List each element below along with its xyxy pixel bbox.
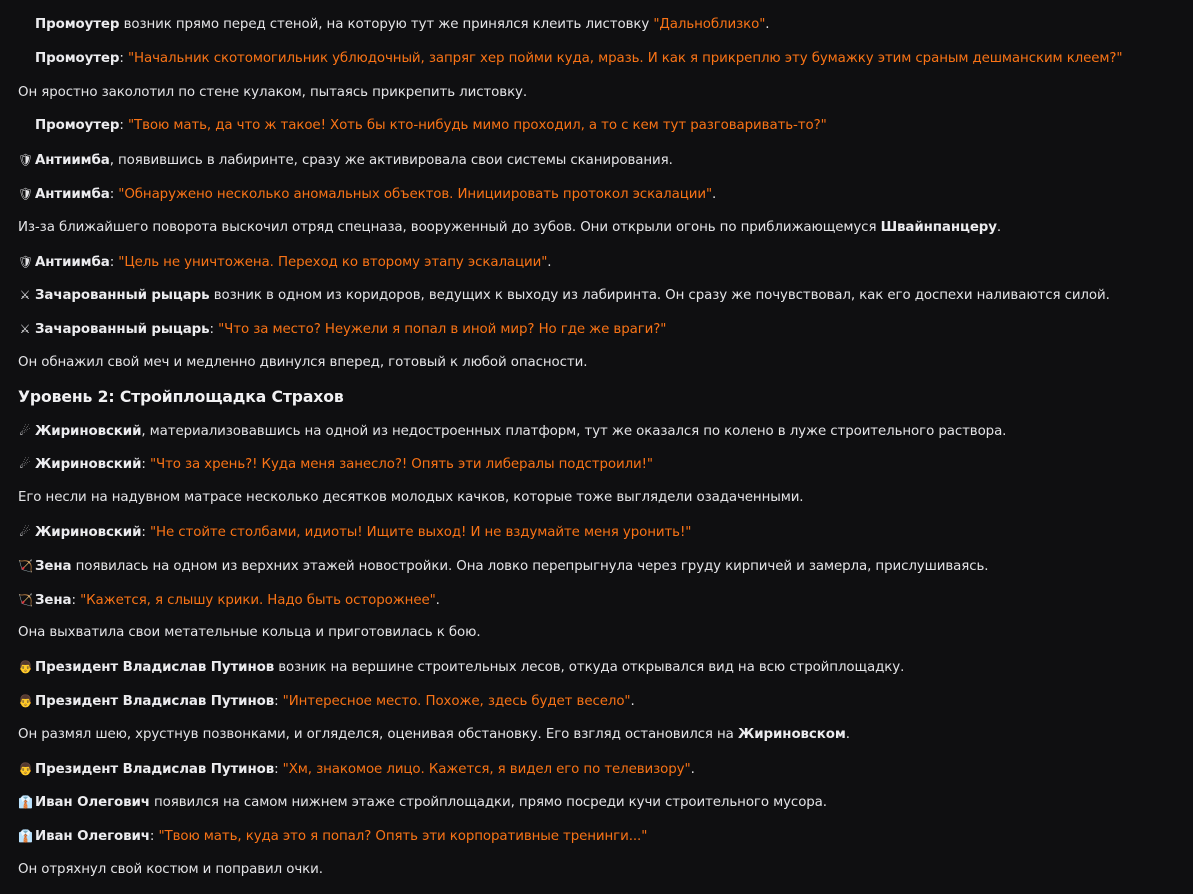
narration-line — [18, 353, 1183, 387]
speech-colon: : — [109, 186, 119, 202]
bow-and-arrow-icon: 🏹 — [18, 592, 33, 607]
character-name: Иван Олегович — [35, 829, 150, 845]
shield-icon: 🛡 — [18, 254, 34, 269]
narration-tail: . — [996, 219, 1002, 235]
suit-icon: 👔 — [18, 795, 33, 810]
shield-icon: 🛡 — [18, 153, 34, 168]
character-name: Президент Владислав Путинов — [35, 660, 275, 676]
action-line — [18, 792, 1183, 826]
narration-text: Он размял шею, хрустнув позвонками, и огляделся, оценивая обстановку. Его взгляд остановился на — [18, 726, 738, 742]
person-icon: 👨 — [18, 660, 33, 675]
action-text: , появившись в лабиринте, сразу же активировала свои системы сканирования. — [109, 153, 673, 169]
narration-text: Его несли на надувном матрасе несколько десятков молодых качков, которые тоже выглядели озадаченными. — [18, 490, 804, 506]
narration-line — [18, 725, 1183, 759]
speech-quote: "Твою мать, куда это я попал? Опять эти корпоративные тренинги..." — [158, 829, 648, 845]
narration-line — [18, 218, 1183, 252]
speech-colon: : — [274, 761, 283, 777]
line-tail: . — [690, 761, 695, 777]
action-line — [18, 15, 1183, 49]
speech-colon: : — [119, 118, 128, 134]
action-line — [18, 150, 1183, 184]
character-name: Промоутер — [35, 118, 120, 134]
suit-icon: 👔 — [18, 829, 33, 844]
character-name: Зачарованный рыцарь — [35, 288, 210, 304]
character-name: Жириновский — [35, 524, 142, 540]
character-name: Зена — [35, 558, 72, 574]
speech-quote: "Что за место? Неужели я попал в иной мир? Но где же враги?" — [218, 322, 667, 338]
speech-line — [18, 691, 1183, 725]
character-mention: Жириновском — [737, 726, 846, 742]
speech-colon: : — [274, 693, 283, 709]
shield-icon: 🛡 — [18, 186, 34, 201]
speech-quote: "Кажется, я слышу крики. Надо быть осторожнее" — [80, 592, 436, 608]
bowling-ball-icon: ☄ — [19, 423, 31, 438]
speech-line — [18, 252, 1183, 286]
character-name: Жириновский — [35, 423, 142, 439]
speech-colon: : — [141, 457, 150, 473]
line-tail: . — [712, 186, 717, 202]
crossed-swords-icon: ⚔ — [19, 288, 31, 303]
speech-line — [18, 184, 1183, 218]
narration-text: Он яростно заколотил по стене кулаком, пытаясь прикрепить листовку. — [18, 84, 528, 100]
narration-line — [18, 860, 1183, 894]
action-line — [18, 285, 1183, 319]
narration-line — [18, 83, 1183, 117]
character-name: Антиимба — [35, 254, 110, 270]
speech-line — [18, 590, 1183, 624]
action-text: возник в одном из коридоров, ведущих к выходу из лабиринта. Он сразу же почувствовал, как его доспехи наливаются силой. — [209, 288, 1110, 304]
narration-text: Он обнажил свой меч и медленно двинулся вперед, готовый к любой опасности. — [18, 354, 588, 370]
character-name: Промоутер — [35, 50, 120, 66]
speech-line — [18, 49, 1183, 83]
character-name: Промоутер — [35, 17, 120, 32]
action-text: возник на вершине строительных лесов, откуда открывался вид на всю стройплощадку. — [274, 660, 905, 676]
character-mention: Швайнпанцеру — [880, 219, 997, 235]
speech-line — [18, 759, 1183, 793]
speech-line — [18, 454, 1183, 488]
line-tail: . — [547, 254, 552, 270]
section-heading — [18, 387, 1183, 421]
person-icon: 👨 — [18, 693, 33, 708]
narration-tail: . — [845, 726, 850, 742]
speech-colon: : — [141, 524, 150, 540]
line-tail: . — [630, 693, 635, 709]
character-name: Антиимба — [35, 186, 110, 202]
action-text: возник прямо перед стеной, на которую тут же принялся клеить листовку — [119, 17, 654, 32]
speech-quote: "Что за хрень?! Куда меня занесло?! Опять эти либералы подстроили!" — [149, 457, 653, 473]
crossed-swords-icon: ⚔ — [19, 322, 31, 337]
bow-and-arrow-icon: 🏹 — [18, 558, 33, 573]
action-text: , материализовавшись на одной из недостроенных платформ, тут же оказался по колено в луже строительного раствора. — [141, 423, 1007, 439]
speech-quote: "Твою мать, да что ж такое! Хоть бы кто-нибудь мимо проходил, а то с кем тут разговаривать-то?" — [127, 118, 827, 134]
line-tail: . — [765, 17, 770, 32]
action-text: появился на самом нижнем этаже стройплощадки, прямо посреди кучи строительного мусора. — [149, 795, 827, 811]
character-name: Зачарованный рыцарь — [35, 322, 210, 338]
character-name: Президент Владислав Путинов — [35, 761, 275, 777]
character-name: Президент Владислав Путинов — [35, 693, 275, 709]
speech-colon: : — [71, 592, 81, 608]
speech-quote: "Цель не уничтожена. Переход ко второму этапу эскалации" — [118, 254, 548, 270]
narration-text: Из-за ближайшего поворота выскочил отряд спецназа, вооруженный до зубов. Они открыли огонь по приближающемуся — [18, 219, 881, 235]
line-tail: . — [435, 592, 440, 608]
character-name: Иван Олегович — [35, 795, 150, 811]
speech-line — [18, 522, 1183, 556]
speech-colon: : — [109, 254, 119, 270]
narration-text: Он отряхнул свой костюм и поправил очки. — [18, 861, 323, 877]
action-line — [18, 556, 1183, 590]
narration-line — [18, 623, 1183, 657]
character-name: Антиимба — [35, 153, 110, 169]
speech-colon: : — [119, 50, 128, 66]
speech-line — [18, 116, 1183, 150]
speech-quote: "Хм, знакомое лицо. Кажется, я видел его по телевизору" — [282, 761, 691, 777]
heading-text: Уровень 2: Стройплощадка Страхов — [18, 387, 344, 406]
narration-line — [18, 488, 1183, 522]
person-icon: 👨 — [18, 761, 33, 776]
speech-colon: : — [149, 829, 159, 845]
speech-quote: "Интересное место. Похоже, здесь будет весело" — [282, 693, 631, 709]
action-line — [18, 657, 1183, 691]
action-line — [18, 421, 1183, 455]
character-name: Жириновский — [35, 457, 142, 473]
speech-quote: "Обнаружено несколько аномальных объектов. Инициировать протокол эскалации" — [118, 186, 713, 202]
bowling-ball-icon: ☄ — [19, 524, 31, 539]
speech-line — [18, 826, 1183, 860]
action-text: появилась на одном из верхних этажей новостройки. Она ловко перепрыгнула через груду кирпичей и замерла, прислушиваясь. — [71, 558, 989, 574]
narration-text: Она выхватила свои метательные кольца и приготовилась к бою. — [18, 625, 481, 641]
speech-quote: "Не стойте столбами, идиоты! Ищите выход! И не вздумайте меня уронить!" — [149, 524, 692, 540]
speech-colon: : — [209, 322, 219, 338]
speech-quote: "Начальник скотомогильник ублюдочный, запряг хер пойми куда, мразь. И как я прикреплю эту бумажку этим сраным дешманским клеем?" — [127, 50, 1123, 66]
speech-line — [18, 319, 1183, 353]
bowling-ball-icon: ☄ — [19, 457, 31, 472]
character-name: Зена — [35, 592, 72, 608]
story-log — [18, 15, 1183, 894]
action-quote: "Дальноблизко" — [653, 17, 766, 32]
